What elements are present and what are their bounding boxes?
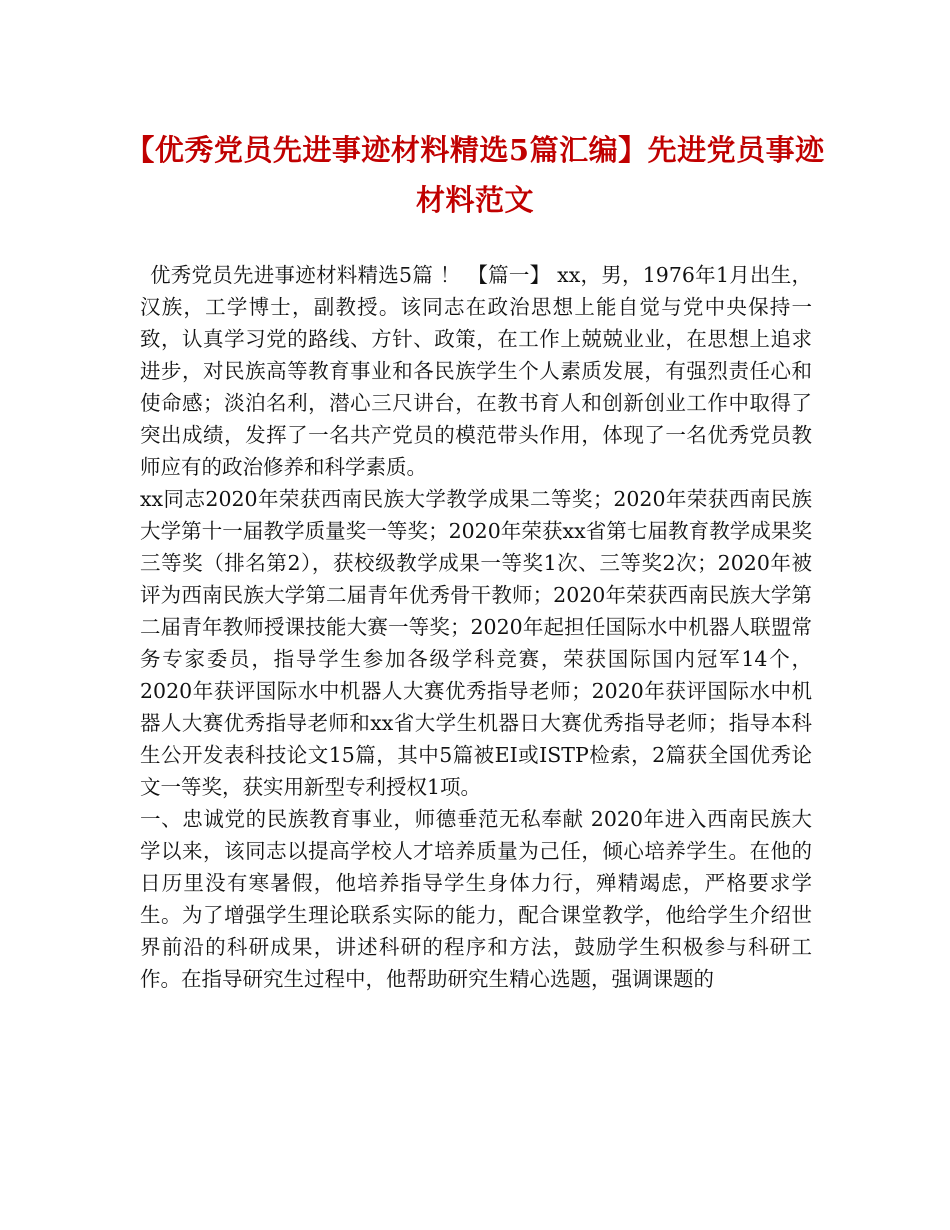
document-body [140,259,812,995]
document-title: 【优秀党员先进事迹材料精选5篇汇编】先进党员事迹材料范文 [125,133,825,217]
paragraph-awards: xx同志2020年荣获西南民族大学教学成果二等奖；2020年荣获西南民族大学第十一届教学质量奖一等奖；2020年荣获xx省第七届教育教学成果奖三等奖（排名第2），获校级教学成果一等奖1次、三等奖2次；2020年被评为西南民族大学第二届青年优秀骨干教师；2020年荣获西南民族大学第二届青年教师授课技能大赛一等奖；2020年起担任国际水中机器人联盟常务专家委员，指导学生参加各级学科竞赛，荣获国际国内冠军14个，2020年获评国际水中机器人大赛优秀指导老师；2020年获评国际水中机器人大赛优秀指导老师和xx省大学生机器日大赛优秀指导老师；指导本科生公开发表科技论文15篇，其中5篇被EI或ISTP检索，2篇获全国优秀论文一等奖，获实用新型专利授权1项。 [140,487,812,799]
paragraph-intro: 优秀党员先进事迹材料精选5篇 ！ 【篇一】 xx，男，1976年1月出生，汉族，工学博士，副教授。该同志在政治思想上能自觉与党中央保持一致，认真学习党的路线、方针、政策，在工作上兢兢业业，在思想上追求进步，对民族高等教育事业和各民族学生个人素质发展，有强烈责任心和使命感；淡泊名利，潜心三尺讲台，在教书育人和创新创业工作中取得了突出成绩，发挥了一名共产党员的模范带头作用，体现了一名优秀党员教师应有的政治修养和科学素质。 [140,263,812,479]
paragraph-section-one: 一、忠诚党的民族教育事业，师德垂范无私奉献 2020年进入西南民族大学以来，该同志以提高学校人才培养质量为己任，倾心培养学生。在他的日历里没有寒暑假，他培养指导学生身体力行，殚精竭虑，严格要求学生。为了增强学生理论联系实际的能力，配合课堂教学，他给学生介绍世界前沿的科研成果，讲述科研的程序和方法，鼓励学生积极参与科研工作。在指导研究生过程中，他帮助研究生精心选题，强调课题的 [140,807,812,991]
